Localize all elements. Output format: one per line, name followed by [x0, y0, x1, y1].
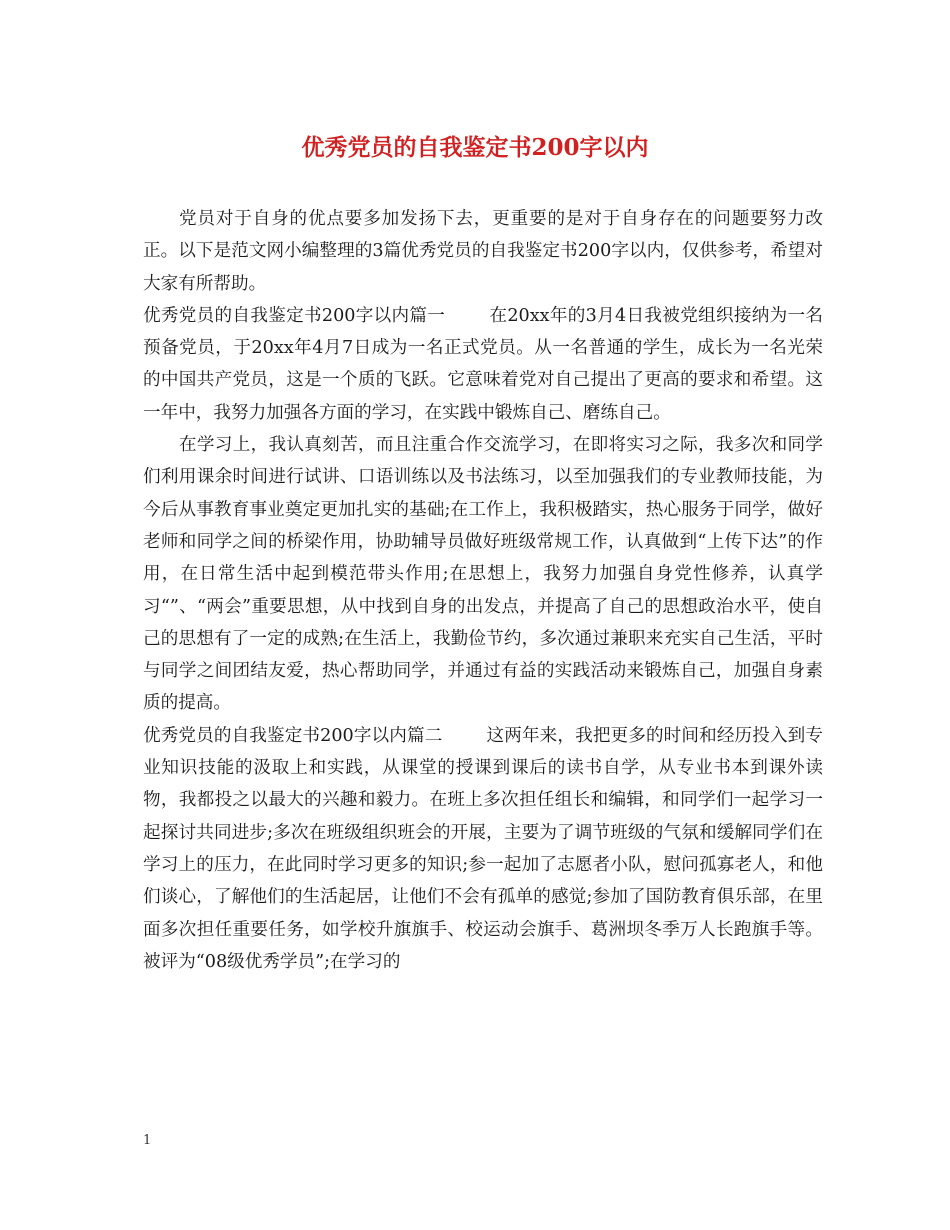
section-2-heading: 优秀党员的自我鉴定书200字以内篇二: [143, 725, 443, 746]
section-1-heading: 优秀党员的自我鉴定书200字以内篇一: [143, 305, 446, 326]
document-body: [143, 203, 823, 978]
section-2-paragraph: [143, 720, 823, 978]
section-1-body-paragraph: 在学习上，我认真刻苦，而且注重合作交流学习，在即将实习之际，我多次和同学们利用课余时间进行试讲、口语训练以及书法练习，以至加强我们的专业教师技能，为今后从事教育事业奠定更加扎实的基础;在工作上，我积极踏实，热心服务于同学，做好老师和同学之间的桥梁作用，协助辅导员做好班级常规工作，认真做到“上传下达”的作用，在日常生活中起到模范带头作用;在思想上，我努力加强自身党性修养，认真学习“”、“两会”重要思想，从中找到自身的出发点，并提高了自己的思想政治水平，使自己的思想有了一定的成熟;在生活上，我勤俭节约，多次通过兼职来充实自己生活，平时与同学之间团结友爱，热心帮助同学，并通过有益的实践活动来锻炼自己，加强自身素质的提高。: [143, 435, 823, 714]
section-1-paragraph: [143, 300, 823, 429]
document-title: 优秀党员的自我鉴定书200字以内: [301, 134, 649, 161]
section-1-lead-text: 在20xx年的3月4日我被党组织接纳为一名预备党员，于20xx年4月7日成为一名正式党员。从一名普通的学生，成长为一名光荣的中国共产党员，这是一个质的飞跃。它意味着党对自己提出了更高的要求和希望。这一年中，我努力加强各方面的学习，在实践中锻炼自己、磨练自己。: [143, 305, 823, 423]
section-2-lead-text: 这两年来，我把更多的时间和经历投入到专业知识技能的汲取上和实践，从课堂的授课到课后的读书自学，从专业书本到课外读物，我都投之以最大的兴趣和毅力。在班上多次担任组长和编辑，和同学们一起学习一起探讨共同进步;多次在班级组织班会的开展，主要为了调节班级的气氛和缓解同学们在学习上的压力，在此同时学习更多的知识;参一起加了志愿者小队，慰问孤寡老人，和他们谈心，了解他们的生活起居，让他们不会有孤单的感觉;参加了国防教育俱乐部，在里面多次担任重要任务，如学校升旗旗手、校运动会旗手、葛洲坝冬季万人长跑旗手等。被评为“08级优秀学员”;在学习的: [143, 725, 823, 972]
page-number: 1: [143, 1133, 152, 1148]
intro-paragraph: 党员对于自身的优点要多加发扬下去，更重要的是对于自身存在的问题要努力改正。以下是范文网小编整理的3篇优秀党员的自我鉴定书200字以内，仅供参考，希望对大家有所帮助。: [143, 209, 823, 294]
